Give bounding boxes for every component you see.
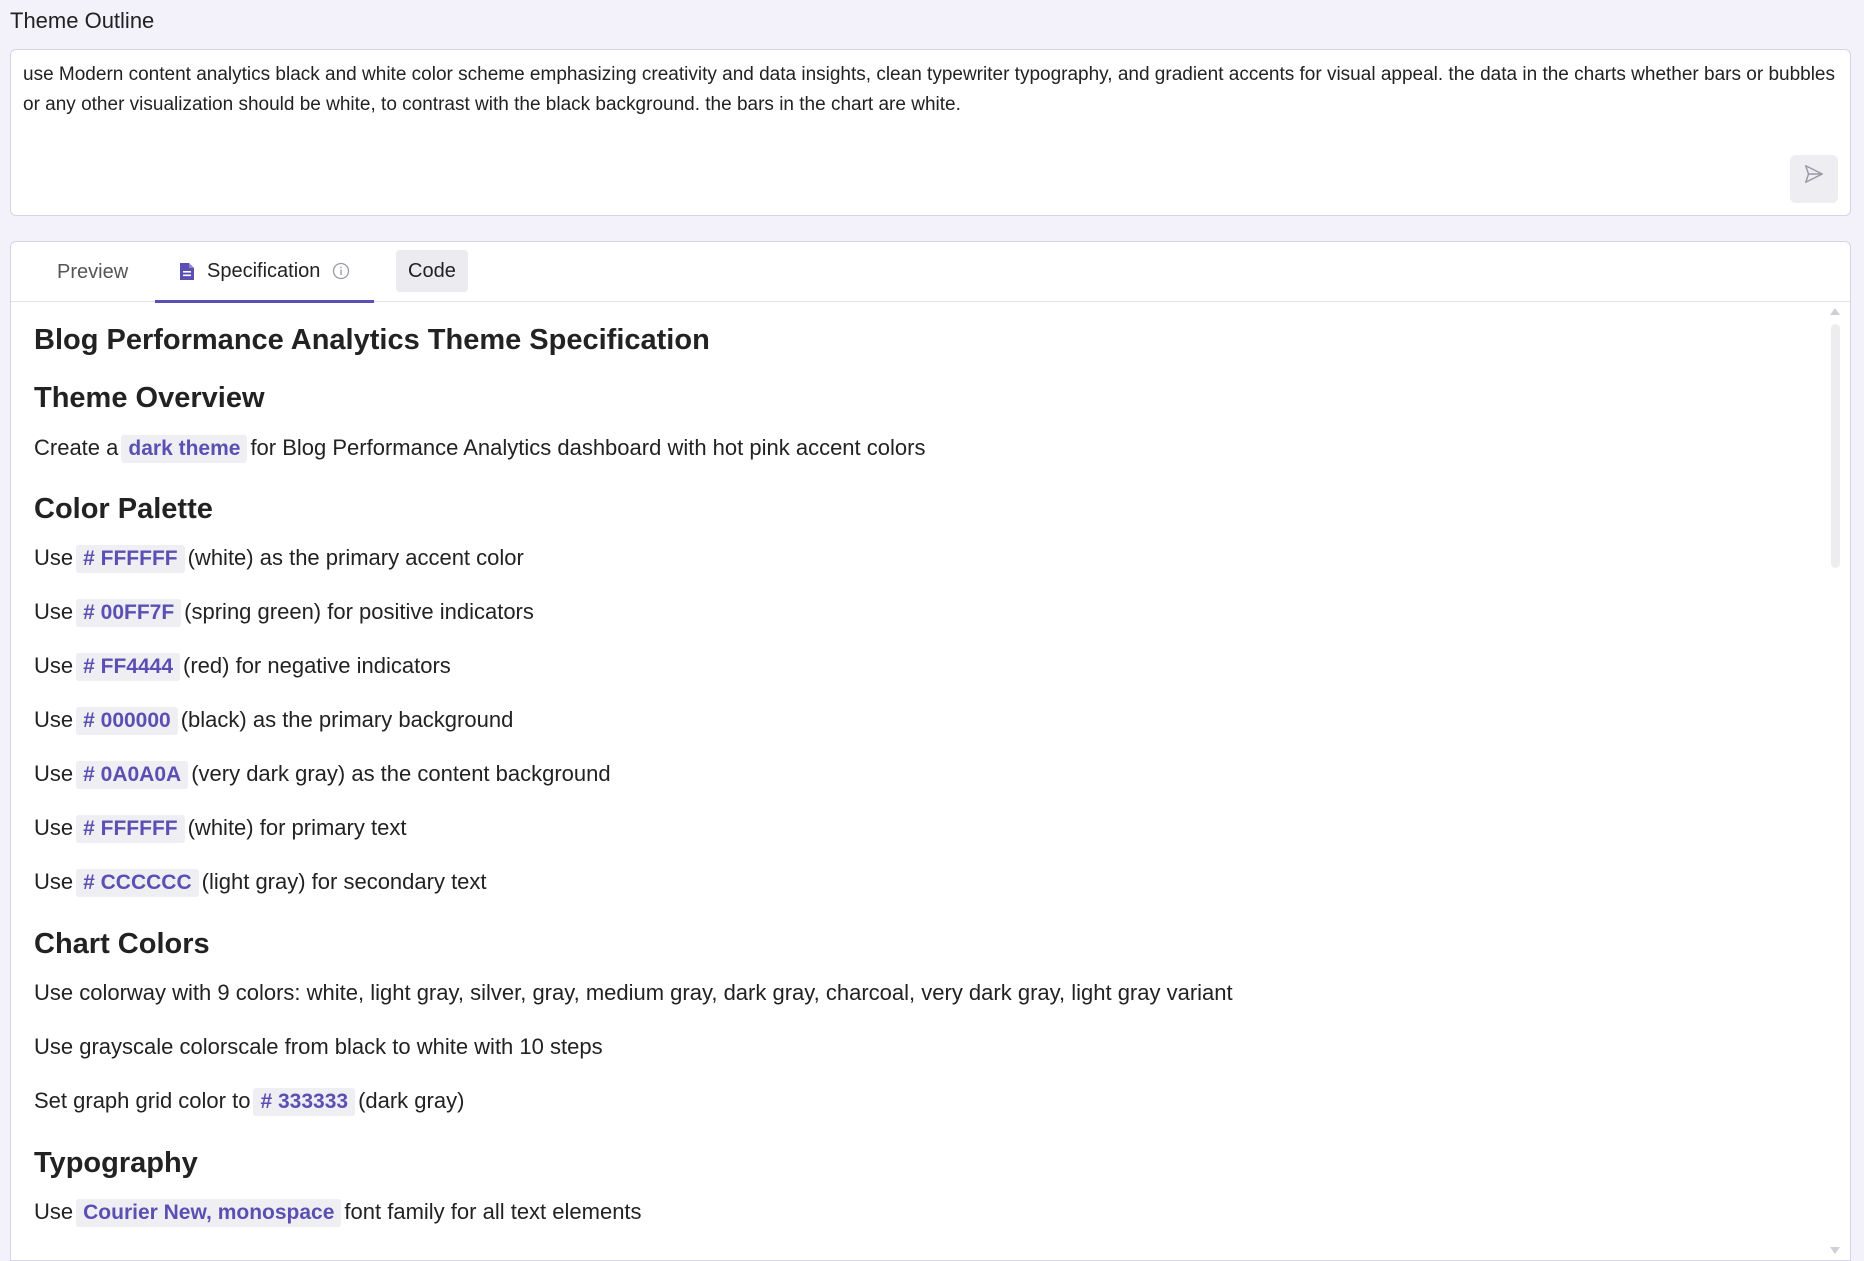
palette-item [34, 599, 534, 627]
content-scrollbar[interactable] [1828, 306, 1842, 1254]
typography-line [34, 1199, 642, 1227]
overview-code: dark theme [121, 435, 247, 463]
palette-item-post: (white) as the primary accent color [187, 545, 524, 570]
palette-item-pre: Use [34, 869, 74, 894]
tab-preview[interactable] [57, 242, 128, 302]
chart-colors-line [34, 1088, 464, 1116]
grid-color-pre: Set graph grid color to [34, 1088, 251, 1113]
grid-color-code: # 333333 [253, 1088, 355, 1116]
send-icon [1803, 163, 1825, 195]
palette-item-post: (red) for negative indicators [183, 653, 451, 678]
palette-item [34, 815, 406, 843]
scroll-thumb[interactable] [1831, 324, 1840, 568]
chart-colors-line: Use grayscale colorscale from black to white with 10 steps [34, 1034, 603, 1059]
theme-outline-label: Theme Outline [10, 8, 155, 33]
palette-item-post: (black) as the primary background [180, 707, 514, 732]
palette-item [34, 545, 524, 573]
overview-line [34, 435, 925, 463]
palette-item-code: # FFFFFF [76, 545, 184, 573]
overview-post: for Blog Performance Analytics dashboard with hot pink accent colors [250, 435, 926, 460]
overview-heading: Theme Overview [34, 382, 265, 414]
tab-specification-label: Specification [207, 259, 321, 282]
palette-item-pre: Use [34, 599, 74, 624]
palette-item [34, 707, 513, 735]
palette-item [34, 761, 611, 789]
typography-heading: Typography [34, 1147, 198, 1179]
palette-item-code: # FFFFFF [76, 815, 184, 843]
palette-item [34, 869, 487, 897]
palette-item-pre: Use [34, 653, 74, 678]
palette-item [34, 653, 451, 681]
send-button[interactable] [1790, 155, 1838, 203]
palette-item-post: (spring green) for positive indicators [184, 599, 534, 624]
palette-item-post: (light gray) for secondary text [201, 869, 487, 894]
theme-outline-input[interactable] [10, 49, 1851, 216]
tab-bar [11, 242, 1850, 302]
palette-heading: Color Palette [34, 493, 213, 525]
typography-code: Courier New, monospace [76, 1199, 341, 1227]
palette-item-post: (very dark gray) as the content background [191, 761, 611, 786]
typography-post: font family for all text elements [344, 1199, 642, 1224]
palette-item-code: # 0A0A0A [76, 761, 188, 789]
scroll-down-icon[interactable] [1830, 1247, 1840, 1254]
specification-content [34, 304, 1810, 1260]
tab-preview-label: Preview [57, 260, 129, 283]
palette-item-code: # CCCCCC [76, 869, 199, 897]
info-icon[interactable] [332, 262, 350, 280]
palette-item-pre: Use [34, 761, 74, 786]
tab-code-label: Code [408, 259, 456, 282]
palette-item-pre: Use [34, 815, 74, 840]
theme-outline-text[interactable]: use Modern content analytics black and white color scheme emphasizing creativity and data insights, clean typewriter typography, and gradient accents for visual appeal. the data in the charts whether bars or bubbles or any other visualization should be white, to contrast with the black background. the bars in the chart are white. [23, 64, 1835, 115]
tab-code[interactable] [396, 250, 468, 292]
palette-item-pre: Use [34, 707, 74, 732]
palette-item-post: (white) for primary text [187, 815, 407, 840]
document-icon [179, 262, 195, 281]
tab-specification[interactable] [155, 242, 374, 303]
palette-item-code: # 000000 [76, 707, 178, 735]
typography-pre: Use [34, 1199, 74, 1224]
spec-panel [10, 241, 1851, 1261]
palette-item-pre: Use [34, 545, 74, 570]
palette-item-code: # FF4444 [76, 653, 180, 681]
overview-pre: Create a [34, 435, 119, 460]
chart-colors-line: Use colorway with 9 colors: white, light gray, silver, gray, medium gray, dark gray, charcoal, very dark gray, light gray variant [34, 980, 1233, 1005]
palette-item-code: # 00FF7F [76, 599, 181, 627]
scroll-up-icon[interactable] [1830, 308, 1840, 315]
chart-colors-heading: Chart Colors [34, 928, 210, 960]
grid-color-post: (dark gray) [358, 1088, 465, 1113]
spec-title: Blog Performance Analytics Theme Specification [34, 324, 710, 356]
